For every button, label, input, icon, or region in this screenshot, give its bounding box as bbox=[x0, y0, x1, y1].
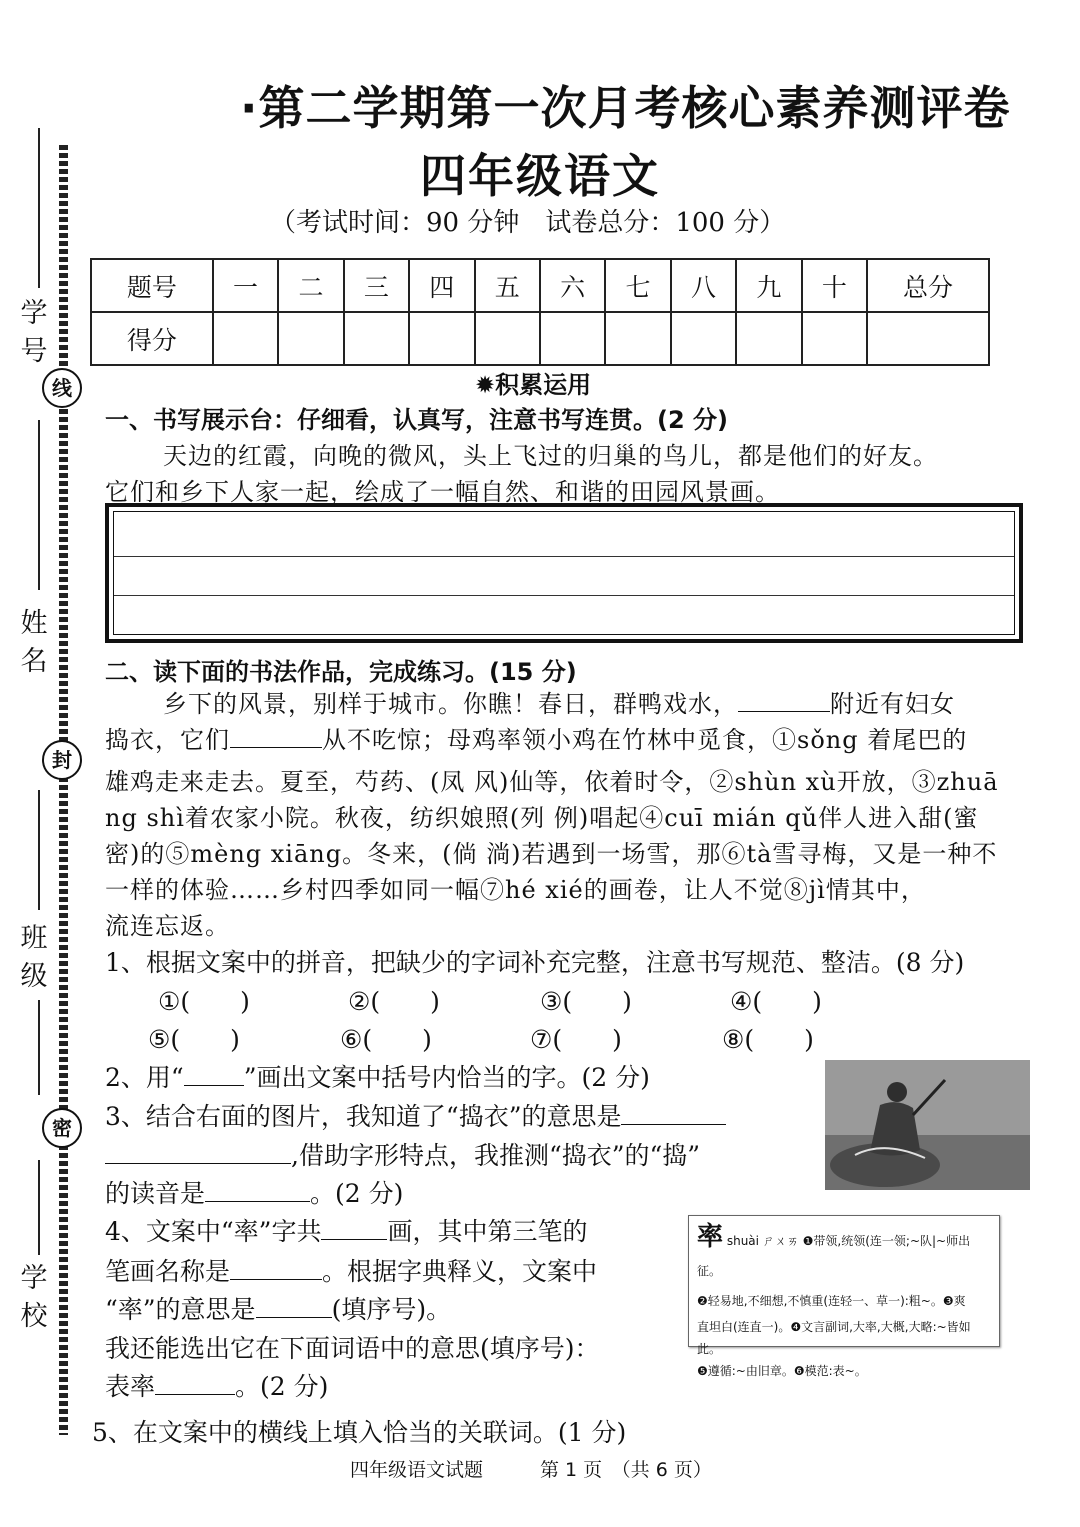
q3-text: ,借助字形特点，我推测“捣衣”的“捣” bbox=[291, 1141, 701, 1170]
copy-text-line-1: 天边的红霞，向晚的微风，头上飞过的归巢的鸟儿，都是他们的好友。 bbox=[163, 442, 938, 470]
q4-text: 笔画名称是 bbox=[105, 1257, 231, 1286]
answer-slot-6[interactable]: ⑥( ) bbox=[340, 1025, 432, 1054]
question-1-title: 一、书写展示台：仔细看，认真写，注意书写连贯。(2 分) bbox=[105, 406, 728, 434]
seal-secret: 密 bbox=[42, 1108, 82, 1148]
writing-line bbox=[114, 595, 1014, 596]
q4-text: “率”的意思是 bbox=[105, 1295, 256, 1324]
cell-score[interactable] bbox=[540, 312, 605, 365]
label-student-id: 学号 bbox=[20, 298, 48, 367]
dict-meaning: 直坦白(连直一)。❹文言副词,大率,大概,大略:~皆如此。 bbox=[697, 1320, 971, 1356]
cell-score[interactable] bbox=[605, 312, 670, 365]
conjunction-blank[interactable] bbox=[738, 687, 830, 712]
label-class: 班级 bbox=[20, 923, 48, 992]
binding-line bbox=[59, 145, 68, 1435]
subquestion-4-end bbox=[105, 1367, 328, 1403]
page-subtitle: 四年级语文 bbox=[420, 149, 660, 203]
cell-score[interactable] bbox=[736, 312, 801, 365]
photo-illustration bbox=[825, 1060, 1030, 1190]
seal-line: 线 bbox=[42, 368, 82, 408]
subquestion-1: 1、根据文案中的拼音，把缺少的字词补充完整，注意书写规范、整洁。(8 分) bbox=[105, 948, 965, 977]
cell-score[interactable] bbox=[802, 312, 867, 365]
cell-score[interactable] bbox=[278, 312, 343, 365]
passage-line: 雄鸡走来走去。夏至，芍药、(凤 风)仙等，依着时令，②shùn xù开放，③zhuā bbox=[105, 768, 999, 796]
dict-meaning: ❺遵循:~由旧章。❻模范:表~。 bbox=[697, 1364, 867, 1378]
writing-line bbox=[114, 556, 1014, 557]
answer-blank[interactable] bbox=[155, 1370, 235, 1395]
answer-slot-3[interactable]: ③( ) bbox=[540, 987, 632, 1016]
subquestion-4 bbox=[105, 1212, 587, 1248]
cell-header: 题号 bbox=[91, 259, 213, 312]
answer-blank[interactable] bbox=[230, 1255, 322, 1280]
q2-text: ”画出文案中括号内恰当的字。(2 分) bbox=[243, 1063, 650, 1092]
answer-blank[interactable] bbox=[105, 1139, 291, 1164]
passage-line bbox=[105, 722, 1020, 759]
cell-header: 三 bbox=[344, 259, 409, 312]
subquestion-4-cont bbox=[105, 1252, 597, 1288]
class-blank-2 bbox=[38, 1000, 40, 1095]
dict-line-1 bbox=[697, 1222, 991, 1286]
q4-text: 表率 bbox=[105, 1372, 156, 1401]
q3-text: 。(2 分) bbox=[310, 1179, 404, 1208]
passage-line bbox=[163, 686, 1023, 723]
subquestion-5: 5、在文案中的横线上填入恰当的关联词。(1 分) bbox=[92, 1418, 627, 1447]
dictionary-entry bbox=[688, 1215, 1000, 1378]
cell-header: 五 bbox=[475, 259, 540, 312]
student-id-blank bbox=[38, 128, 40, 288]
cell-score[interactable] bbox=[409, 312, 474, 365]
q4-text: 。(2 分) bbox=[235, 1372, 329, 1401]
score-table-header-row bbox=[91, 259, 989, 312]
cell-header: 四 bbox=[409, 259, 474, 312]
school-blank bbox=[38, 1160, 40, 1255]
cell-header: 八 bbox=[671, 259, 736, 312]
subquestion-4-meaning bbox=[105, 1290, 451, 1326]
answer-slot-1[interactable]: ①( ) bbox=[158, 987, 250, 1016]
cell-score-label: 得分 bbox=[91, 312, 213, 365]
cell-header: 一 bbox=[213, 259, 278, 312]
name-blank bbox=[38, 420, 40, 590]
score-table bbox=[90, 258, 990, 366]
score-table-score-row bbox=[91, 312, 989, 365]
subquestion-3-cont bbox=[105, 1136, 700, 1172]
cell-header: 七 bbox=[605, 259, 670, 312]
q2-text: 2、用“ bbox=[105, 1063, 184, 1092]
answer-blank[interactable] bbox=[256, 1293, 332, 1318]
writing-box-inner bbox=[113, 511, 1015, 635]
passage-line: 密)的⑤mèng xiāng。冬来，(倘 淌)若遇到一场雪，那⑥tà雪寻梅，又是一种不 bbox=[105, 840, 998, 868]
subquestion-3 bbox=[105, 1097, 726, 1133]
cell-header: 二 bbox=[278, 259, 343, 312]
cell-score[interactable] bbox=[867, 312, 989, 365]
exam-info: （考试时间：90 分钟 试卷总分：100 分） bbox=[270, 208, 786, 238]
cell-header: 十 bbox=[802, 259, 867, 312]
section-marker: ✹积累运用 bbox=[475, 371, 592, 399]
writing-box[interactable] bbox=[105, 503, 1023, 643]
washing-clothes-photo bbox=[825, 1060, 1030, 1190]
cell-score[interactable] bbox=[344, 312, 409, 365]
q3-text: 的读音是 bbox=[105, 1179, 206, 1208]
cell-score[interactable] bbox=[671, 312, 736, 365]
passage-text: 附近有妇女 bbox=[830, 690, 955, 718]
passage-text: 乡下的风景，别样于城市。你瞧！春日，群鸭戏水， bbox=[163, 690, 738, 718]
answer-blank[interactable] bbox=[621, 1100, 726, 1125]
question-2-title: 二、读下面的书法作品，完成练习。(15 分) bbox=[105, 658, 577, 686]
passage-line: ng shì着农家小院。秋夜，纺织娘照(列 例)唱起④cuī mián qǔ伴人进入甜(蜜 bbox=[105, 804, 979, 832]
q3-text: 3、结合右面的图片，我知道了“捣衣”的意思是 bbox=[105, 1102, 622, 1131]
page-footer: 四年级语文试题 第 1 页 （共 6 页） bbox=[350, 1459, 712, 1481]
cell-header: 九 bbox=[736, 259, 801, 312]
answer-blank[interactable] bbox=[205, 1177, 310, 1202]
q4-text: 画，其中第三笔的 bbox=[387, 1217, 588, 1246]
subquestion-4-extra: 我还能选出它在下面词语中的意思(填序号)： bbox=[105, 1334, 600, 1363]
cell-score[interactable] bbox=[475, 312, 540, 365]
q4-text: 4、文案中“率”字共 bbox=[105, 1217, 322, 1246]
copy-text-line-2: 它们和乡下人家一起，绘成了一幅自然、和谐的田园风景画。 bbox=[105, 478, 780, 506]
subquestion-2 bbox=[105, 1058, 650, 1094]
subquestion-3-end bbox=[105, 1174, 403, 1210]
label-name: 姓名 bbox=[20, 608, 48, 677]
conjunction-blank[interactable] bbox=[230, 723, 322, 748]
answer-slot-7[interactable]: ⑦( ) bbox=[530, 1025, 622, 1054]
answer-slot-5[interactable]: ⑤( ) bbox=[148, 1025, 240, 1054]
passage-line: 一样的体验……乡村四季如同一幅⑦hé xié的画卷，让人不觉⑧jì情其中， bbox=[105, 876, 926, 904]
passage-line: 流连忘返。 bbox=[105, 912, 230, 940]
dict-pinyin: shuài ㄕㄨㄞ bbox=[726, 1234, 799, 1248]
cell-score[interactable] bbox=[213, 312, 278, 365]
dict-meaning: ❶带领,统领(连一领;~队|~师出征。 bbox=[697, 1234, 971, 1278]
seal-seal: 封 bbox=[42, 740, 82, 780]
answer-slot-4[interactable]: ④( ) bbox=[730, 987, 822, 1016]
class-blank bbox=[38, 790, 40, 910]
underline-sample bbox=[184, 1065, 244, 1086]
passage-text: 从不吃惊；母鸡率领小鸡在竹林中觅食，①sǒng 着尾巴的 bbox=[322, 726, 968, 754]
dict-char: 率 bbox=[697, 1222, 724, 1252]
answer-slot-8[interactable]: ⑧( ) bbox=[722, 1025, 814, 1054]
passage-text: 捣衣，它们 bbox=[105, 726, 230, 754]
cell-header: 总分 bbox=[867, 259, 989, 312]
answer-blank[interactable] bbox=[321, 1215, 387, 1240]
label-school: 学校 bbox=[20, 1263, 48, 1332]
dict-meaning: ❷轻易地,不细想,不慎重(连轻一、草一):粗~。❸爽 bbox=[697, 1294, 966, 1308]
cell-header: 六 bbox=[540, 259, 605, 312]
answer-slot-2[interactable]: ②( ) bbox=[348, 987, 440, 1016]
q4-text: 。根据字典释义，文案中 bbox=[322, 1257, 598, 1286]
q4-text: (填序号)。 bbox=[331, 1295, 452, 1324]
page-title: ·第二学期第一次月考核心素养测评卷 bbox=[240, 81, 1011, 135]
